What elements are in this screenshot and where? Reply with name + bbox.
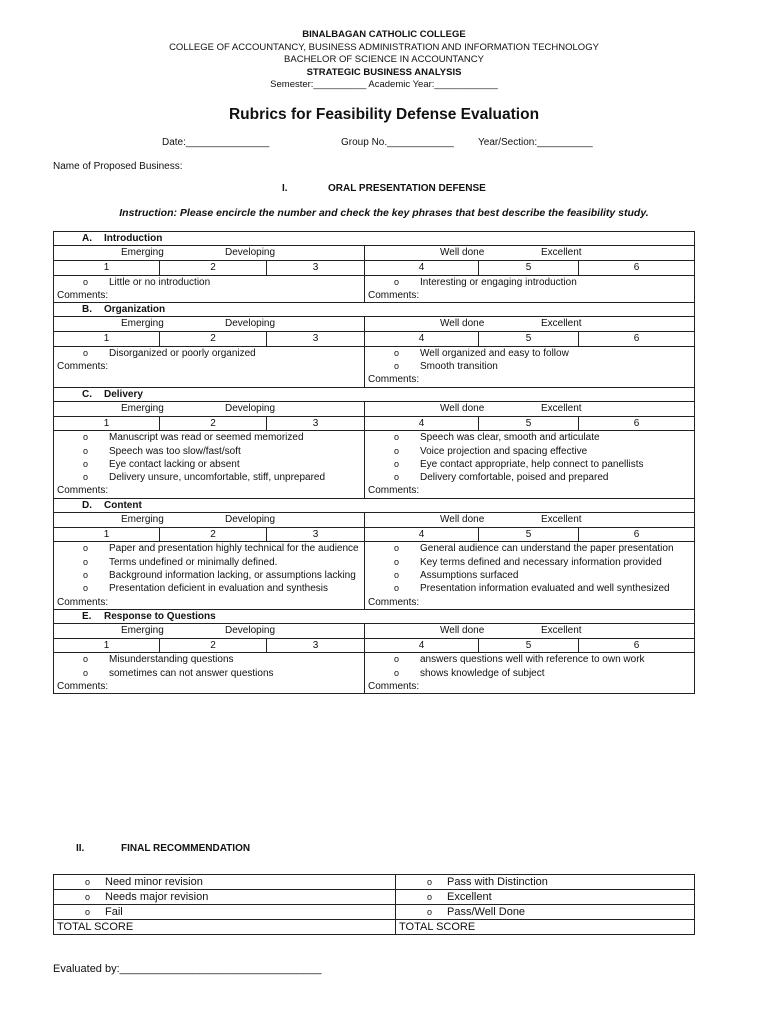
comments-label: Comments:: [57, 485, 109, 497]
criterion-header-row: [54, 232, 695, 246]
comments-label: Comments:: [368, 485, 420, 497]
course-name: STRATEGIC BUSINESS ANALYSIS: [306, 66, 462, 78]
key-phrase-checkbox[interactable]: o Eye contact lacking or absent: [79, 458, 361, 471]
comments-label: Comments:: [57, 361, 109, 373]
criterion-header-row: [54, 387, 695, 401]
score-5[interactable]: 5: [479, 332, 579, 346]
level-labels-row: [54, 401, 695, 416]
descriptors-high: [365, 275, 695, 303]
level-emerging-label: Emerging: [121, 318, 164, 330]
comments-label: Comments:: [368, 374, 420, 386]
section-heading-final: II. FINAL RECOMMENDATION: [76, 843, 251, 854]
comments-label: Comments:: [57, 289, 109, 301]
score-6[interactable]: 6: [579, 528, 695, 542]
total-score-left[interactable]: TOTAL SCORE: [54, 920, 396, 935]
comments-label: Comments:: [368, 289, 420, 301]
score-1[interactable]: 1: [54, 416, 160, 430]
criterion-title: C. Delivery: [54, 387, 695, 401]
descriptors-low: [54, 431, 365, 498]
score-3[interactable]: 3: [267, 332, 365, 346]
option-pass-distinction[interactable]: o Pass with Distinction: [396, 875, 695, 890]
score-row: [54, 528, 695, 542]
score-1[interactable]: 1: [54, 332, 160, 346]
option-minor-revision[interactable]: o Need minor revision: [54, 875, 396, 890]
score-4[interactable]: 4: [365, 332, 479, 346]
score-3[interactable]: 3: [267, 639, 365, 653]
descriptors-low: [54, 346, 365, 387]
key-phrase-checkbox[interactable]: o Manuscript was read or seemed memorized: [79, 431, 361, 444]
key-phrase-checkbox[interactable]: o Paper and presentation highly technical for the audience: [79, 542, 361, 555]
descriptor-row: [54, 653, 695, 694]
level-well-done-label: Well done: [440, 247, 485, 259]
key-phrase-checkbox[interactable]: o Speech was clear, smooth and articulate: [390, 431, 691, 444]
key-phrase-checkbox[interactable]: o Delivery unsure, uncomfortable, stiff, unprepared: [79, 471, 361, 484]
key-phrase-checkbox[interactable]: o Misunderstanding questions: [79, 653, 361, 666]
level-excellent-label: Excellent: [541, 247, 582, 259]
score-4[interactable]: 4: [365, 261, 479, 275]
level-developing-label: Developing: [225, 514, 276, 526]
score-4[interactable]: 4: [365, 639, 479, 653]
descriptor-row: [54, 542, 695, 609]
key-phrase-checkbox[interactable]: o Little or no introduction: [79, 276, 361, 289]
score-2[interactable]: 2: [160, 416, 267, 430]
score-2[interactable]: 2: [160, 639, 267, 653]
key-phrase-checkbox[interactable]: o Eye contact appropriate, help connect to panellists: [390, 458, 691, 471]
total-score-right[interactable]: TOTAL SCORE: [396, 920, 695, 935]
score-1[interactable]: 1: [54, 639, 160, 653]
key-phrase-checkbox[interactable]: o Presentation information evaluated and well synthesized: [390, 582, 691, 595]
score-1[interactable]: 1: [54, 261, 160, 275]
comments-label: Comments:: [368, 596, 420, 608]
level-emerging-label: Emerging: [121, 247, 164, 259]
evaluated-by-field[interactable]: Evaluated by:_________________________________: [53, 963, 322, 975]
section-heading-oral: I. ORAL PRESENTATION DEFENSE: [282, 183, 486, 194]
option-pass-well-done[interactable]: o Pass/Well Done: [396, 905, 695, 920]
group-field[interactable]: Group No.____________: [341, 137, 454, 148]
final-recommendation-table: [53, 874, 695, 935]
year-section-field[interactable]: Year/Section:__________: [478, 137, 593, 148]
score-row: [54, 639, 695, 653]
score-2[interactable]: 2: [160, 528, 267, 542]
key-phrase-checkbox[interactable]: o Voice projection and spacing effective: [390, 445, 691, 458]
level-developing-label: Developing: [225, 402, 276, 414]
score-6[interactable]: 6: [579, 261, 695, 275]
score-row: [54, 416, 695, 430]
criterion-title: B. Organization: [54, 303, 695, 317]
descriptor-row: [54, 346, 695, 387]
level-emerging-label: Emerging: [121, 402, 164, 414]
score-2[interactable]: 2: [160, 261, 267, 275]
criterion-title: A. Introduction: [54, 232, 695, 246]
option-fail[interactable]: o Fail: [54, 905, 396, 920]
key-phrase-checkbox[interactable]: o General audience can understand the paper presentation: [390, 542, 691, 555]
date-field[interactable]: Date:_______________: [162, 137, 270, 148]
option-excellent[interactable]: o Excellent: [396, 890, 695, 905]
option-major-revision[interactable]: o Needs major revision: [54, 890, 396, 905]
key-phrase-checkbox[interactable]: o Assumptions surfaced: [390, 569, 691, 582]
level-excellent-label: Excellent: [541, 514, 582, 526]
instruction-text: Instruction: Please encircle the number and check the key phrases that best describe the feasibility study.: [119, 207, 649, 219]
comments-label: Comments:: [57, 681, 109, 693]
key-phrase-checkbox[interactable]: o Presentation deficient in evaluation and synthesis: [79, 582, 361, 595]
level-labels-row: [54, 513, 695, 528]
descriptors-low: [54, 653, 365, 694]
score-6[interactable]: 6: [579, 416, 695, 430]
score-3[interactable]: 3: [267, 528, 365, 542]
program-name: BACHELOR OF SCIENCE IN ACCOUNTANCY: [284, 54, 484, 65]
comments-label: Comments:: [57, 596, 109, 608]
institution-name: BINALBAGAN CATHOLIC COLLEGE: [302, 29, 466, 40]
rubric-table: [53, 231, 695, 694]
score-3[interactable]: 3: [267, 261, 365, 275]
score-2[interactable]: 2: [160, 332, 267, 346]
score-5[interactable]: 5: [479, 528, 579, 542]
score-6[interactable]: 6: [579, 639, 695, 653]
score-4[interactable]: 4: [365, 416, 479, 430]
key-phrase-checkbox[interactable]: o answers questions well with reference to own work: [390, 653, 691, 666]
key-phrase-checkbox[interactable]: o Key terms defined and necessary information provided: [390, 556, 691, 569]
level-emerging-label: Emerging: [121, 625, 164, 637]
score-5[interactable]: 5: [479, 261, 579, 275]
descriptors-low: [54, 275, 365, 303]
level-developing-label: Developing: [225, 625, 276, 637]
score-row: [54, 332, 695, 346]
criterion-header-row: [54, 609, 695, 623]
key-phrase-checkbox[interactable]: o sometimes can not answer questions: [79, 667, 361, 680]
score-4[interactable]: 4: [365, 528, 479, 542]
descriptors-high: [365, 346, 695, 387]
key-phrase-checkbox[interactable]: o shows knowledge of subject: [390, 667, 691, 680]
criterion-title: D. Content: [54, 498, 695, 512]
comments-label: Comments:: [368, 681, 420, 693]
score-6[interactable]: 6: [579, 332, 695, 346]
level-excellent-label: Excellent: [541, 318, 582, 330]
level-excellent-label: Excellent: [541, 402, 582, 414]
key-phrase-checkbox[interactable]: o Interesting or engaging introduction: [390, 276, 691, 289]
key-phrase-checkbox[interactable]: o Terms undefined or minimally defined.: [79, 556, 361, 569]
level-developing-label: Developing: [225, 247, 276, 259]
level-well-done-label: Well done: [440, 625, 485, 637]
level-excellent-label: Excellent: [541, 625, 582, 637]
business-name-field[interactable]: Name of Proposed Business:: [53, 161, 183, 172]
key-phrase-checkbox[interactable]: o Disorganized or poorly organized: [79, 347, 361, 360]
descriptors-high: [365, 431, 695, 498]
college-name: COLLEGE OF ACCOUNTANCY, BUSINESS ADMINISTRATION AND INFORMATION TECHNOLOGY: [169, 41, 599, 53]
score-5[interactable]: 5: [479, 416, 579, 430]
descriptors-high: [365, 653, 695, 694]
page-title: Rubrics for Feasibility Defense Evaluation: [228, 106, 540, 123]
key-phrase-checkbox[interactable]: o Delivery comfortable, poised and prepared: [390, 471, 691, 484]
score-1[interactable]: 1: [54, 528, 160, 542]
level-emerging-label: Emerging: [121, 514, 164, 526]
score-row: [54, 261, 695, 275]
descriptors-low: [54, 542, 365, 609]
level-well-done-label: Well done: [440, 402, 485, 414]
level-labels-row: [54, 246, 695, 261]
descriptor-row: [54, 275, 695, 303]
key-phrase-checkbox[interactable]: o Speech was too slow/fast/soft: [79, 445, 361, 458]
criterion-title: E. Response to Questions: [54, 609, 695, 623]
descriptor-row: [54, 431, 695, 498]
key-phrase-checkbox[interactable]: o Smooth transition: [390, 360, 691, 373]
level-well-done-label: Well done: [440, 514, 485, 526]
key-phrase-checkbox[interactable]: o Background information lacking, or assumptions lacking: [79, 569, 361, 582]
level-labels-row: [54, 317, 695, 332]
document-header: [0, 29, 768, 92]
criterion-header-row: [54, 498, 695, 512]
criterion-header-row: [54, 303, 695, 317]
level-labels-row: [54, 624, 695, 639]
descriptors-high: [365, 542, 695, 609]
level-well-done-label: Well done: [440, 318, 485, 330]
semester-line: Semester:__________ Academic Year:____________: [270, 79, 498, 90]
score-3[interactable]: 3: [267, 416, 365, 430]
key-phrase-checkbox[interactable]: o Well organized and easy to follow: [390, 347, 691, 360]
score-5[interactable]: 5: [479, 639, 579, 653]
level-developing-label: Developing: [225, 318, 276, 330]
